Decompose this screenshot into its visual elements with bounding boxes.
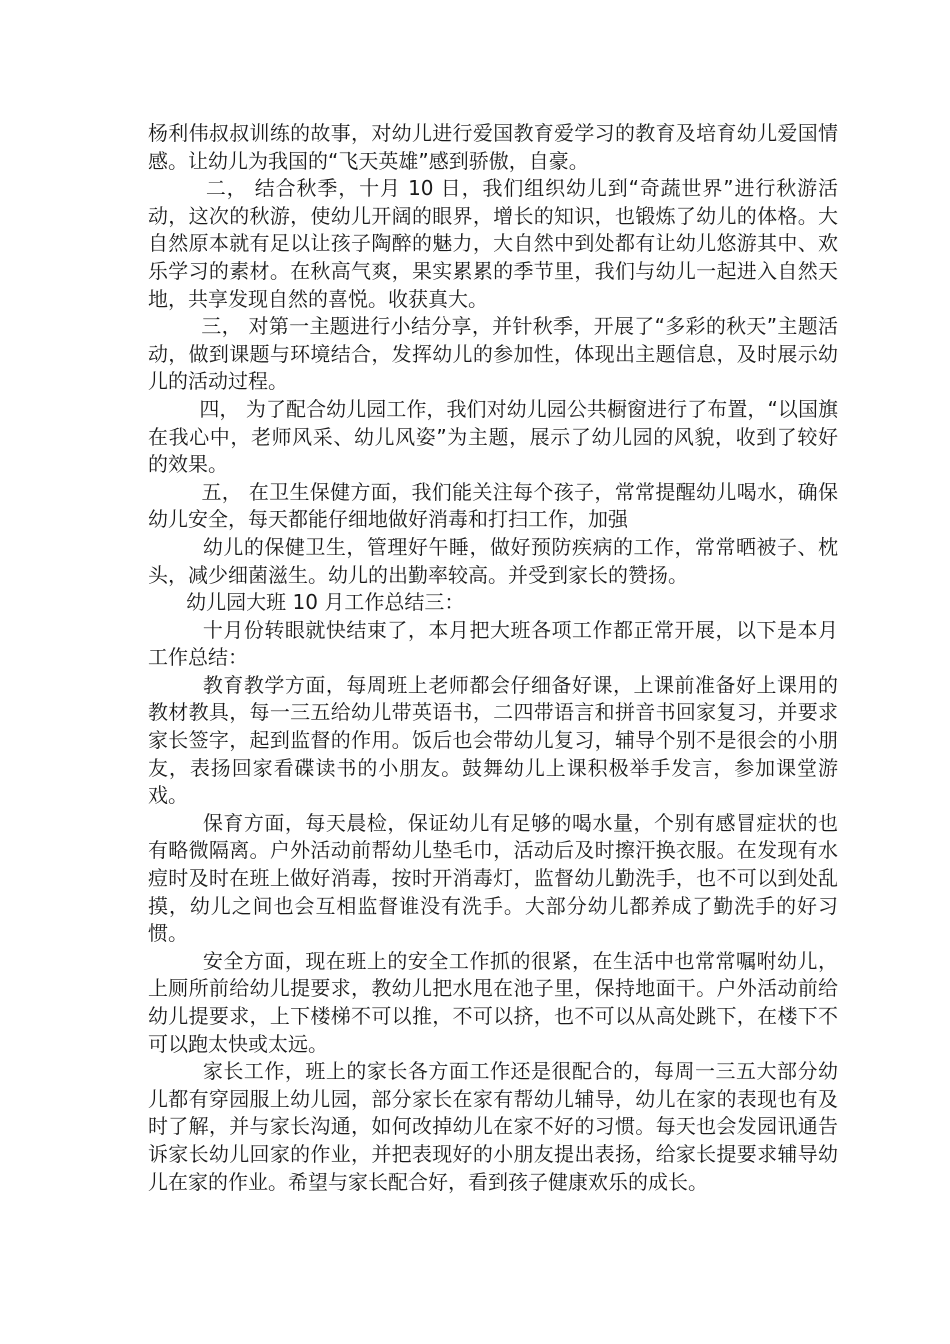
paragraph-8: 教育教学方面，每周班上老师都会仔细备好课，上课前准备好上课用的教材教具，每一三五给幼儿带英语书，二四带语言和拼音书回家复习，并要求家长签字，起到监督的作用。饭后也会带幼儿复习，辅导个别不是很会的小朋友，表扬回家看碟读书的小朋友。鼓舞幼儿上课积极举手发言，参加课堂游戏。 [148, 672, 839, 808]
document-body [148, 120, 838, 1196]
paragraph-5: 五， 在卫生保健方面，我们能关注每个孩子，常常提醒幼儿喝水，确保幼儿安全，每天都能仔细地做好消毒和打扫工作，加强 [148, 479, 839, 532]
paragraph-11: 家长工作，班上的家长各方面工作还是很配合的，每周一三五大部分幼儿都有穿园服上幼儿园，部分家长在家有帮幼儿辅导，幼儿在家的表现也有及时了解，并与家长沟通，如何改掉幼儿在家不好的习惯。每天也会发园讯通告诉家长幼儿回家的作业，并把表现好的小朋友提出表扬，给家长提要求辅导幼儿在家的作业。希望与家长配合好，看到孩子健康欢乐的成长。 [148, 1059, 839, 1194]
section-heading: 幼儿园大班 10 月工作总结三： [148, 590, 465, 615]
paragraph-10: 安全方面，现在班上的安全工作抓的很紧，在生活中也常常嘱咐幼儿，上厕所前给幼儿提要求，教幼儿把水甩在池子里，保持地面干。户外活动前给幼儿提要求，上下楼梯不可以推，不可以挤，也不可以从高处跳下，在楼下不可以跑太快或太远。 [148, 948, 839, 1056]
paragraph-4: 四， 为了配合幼儿园工作，我们对幼儿园公共橱窗进行了布置，“以国旗在我心中，老师风采、幼儿风姿”为主题，展示了幼儿园的风貌，收到了较好的效果。 [148, 396, 838, 477]
paragraph-7: 十月份转眼就快结束了，本月把大班各项工作都正常开展，以下是本月工作总结： [148, 617, 839, 670]
paragraph-1: 杨利伟叔叔训练的故事，对幼儿进行爱国教育爱学习的教育及培育幼儿爱国情感。让幼儿为我国的“飞天英雄”感到骄傲，自豪。 [148, 121, 838, 173]
paragraph-6: 幼儿的保健卫生，管理好午睡，做好预防疾病的工作，常常晒被子、枕头，减少细菌滋生。幼儿的出勤率较高。并受到家长的赞扬。 [148, 534, 839, 587]
paragraph-9: 保育方面，每天晨检，保证幼儿有足够的喝水量，个别有感冒症状的也有略微隔离。户外活动前帮幼儿垫毛巾，活动后及时擦汗换衣服。在发现有水痘时及时在班上做好消毒，按时开消毒灯，监督幼儿勤洗手，也不可以到处乱摸，幼儿之间也会互相监督谁没有洗手。大部分幼儿都养成了勤洗手的好习惯。 [148, 810, 839, 946]
paragraph-3: 三， 对第一主题进行小结分享，并针秋季，开展了“多彩的秋天”主题活动，做到课题与环境结合，发挥幼儿的参加性，体现出主题信息，及时展示幼儿的活动过程。 [148, 314, 838, 394]
paragraph-2: 二， 结合秋季，十月 10 日，我们组织幼儿到“奇蔬世界”进行秋游活动，这次的秋游，使幼儿开阔的眼界，增长的知识，也锻炼了幼儿的体格。大自然原本就有足以让孩子陶醉的魅力，大自然中到处都有让幼儿悠游其中、欢乐学习的素材。在秋高气爽，果实累累的季节里，我们与幼儿一起进入自然天地，共享发现自然的喜悦。收获真大。 [148, 176, 838, 311]
